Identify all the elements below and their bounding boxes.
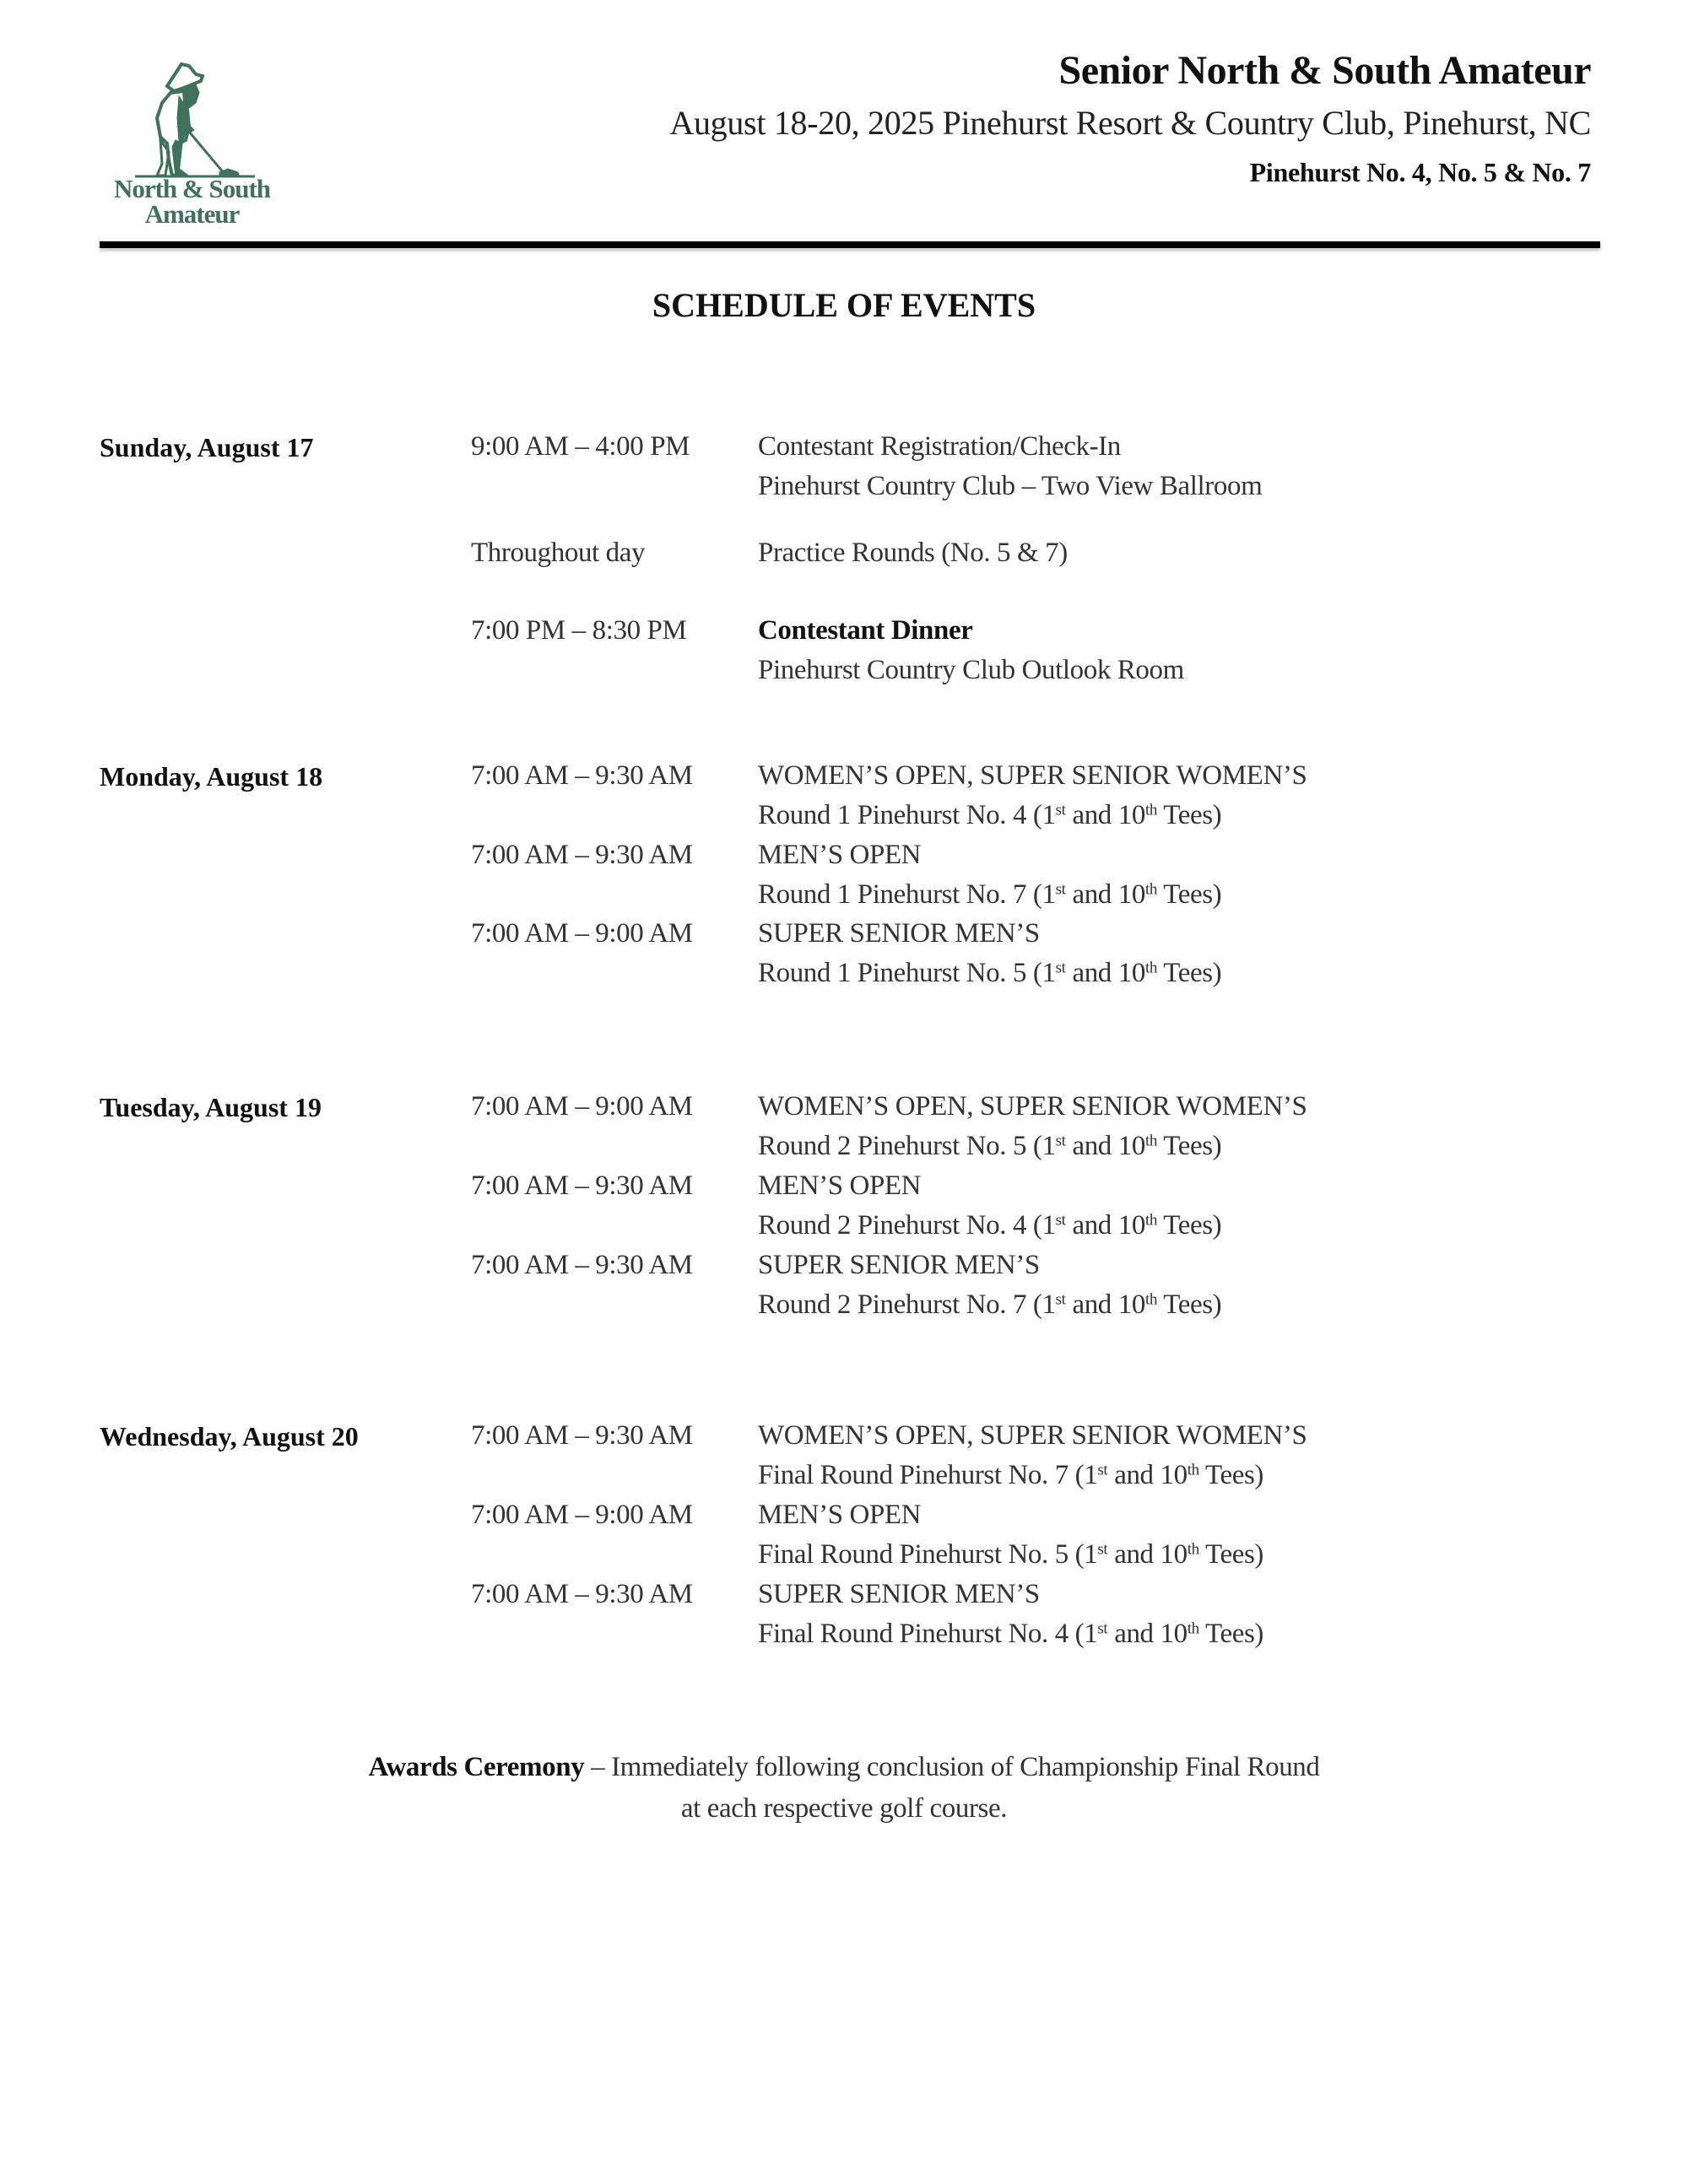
golfer-putting-silhouette-icon — [101, 59, 283, 186]
header-divider — [100, 241, 1600, 248]
event-title: Contestant Dinner — [758, 615, 973, 646]
awards-ceremony-note-line2: at each respective golf course. — [680, 1793, 1008, 1824]
day-label: Monday, August 18 — [100, 761, 323, 792]
event-title: Contestant Registration/Check-In — [758, 431, 1121, 462]
event-division: WOMEN’S OPEN, SUPER SENIOR WOMEN’S — [758, 1091, 1307, 1122]
event-dates-venue: August 18-20, 2025 Pinehurst Resort & Country Club, Pinehurst, NC — [669, 104, 1591, 142]
event-time: 7:00 AM – 9:00 AM — [471, 918, 693, 949]
event-division: SUPER SENIOR MEN’S — [758, 1250, 1040, 1280]
event-time: 7:00 AM – 9:30 AM — [471, 840, 693, 870]
event-division: WOMEN’S OPEN, SUPER SENIOR WOMEN’S — [758, 1420, 1307, 1451]
event-division: SUPER SENIOR MEN’S — [758, 918, 1040, 949]
day-label: Wednesday, August 20 — [100, 1421, 359, 1451]
event-location: Pinehurst Country Club – Two View Ballroom — [758, 471, 1263, 501]
day-label: Sunday, August 17 — [100, 432, 314, 462]
logo-text-line1: North & South — [113, 174, 271, 203]
event-time: 7:00 AM – 9:30 AM — [471, 1579, 693, 1609]
event-round-course: Round 2 Pinehurst No. 4 (1st and 10th Tees) — [758, 1210, 1222, 1241]
awards-text: – Immediately following conclusion of Championship Final Round — [584, 1752, 1320, 1782]
event-division: MEN’S OPEN — [758, 1170, 922, 1201]
event-division: WOMEN’S OPEN, SUPER SENIOR WOMEN’S — [758, 760, 1307, 791]
event-courses: Pinehurst No. 4, No. 5 & No. 7 — [1249, 157, 1591, 187]
awards-ceremony-note — [0, 1752, 1688, 1783]
event-round-course: Round 1 Pinehurst No. 5 (1st and 10th Tees) — [758, 958, 1222, 988]
event-time: 9:00 AM – 4:00 PM — [471, 431, 690, 462]
event-title: Practice Rounds (No. 5 & 7) — [758, 538, 1068, 568]
event-division: SUPER SENIOR MEN’S — [758, 1579, 1040, 1609]
event-title: Senior North & South Amateur — [1058, 48, 1591, 93]
event-round-course: Round 1 Pinehurst No. 7 (1st and 10th Tees) — [758, 879, 1222, 910]
event-time: 7:00 AM – 9:00 AM — [471, 1091, 693, 1122]
event-time: 7:00 AM – 9:30 AM — [471, 760, 693, 791]
event-round-course: Round 1 Pinehurst No. 4 (1st and 10th Tees) — [758, 800, 1222, 830]
event-round-course: Final Round Pinehurst No. 7 (1st and 10th Tees) — [758, 1460, 1264, 1490]
event-division: MEN’S OPEN — [758, 1500, 922, 1530]
event-round-course: Final Round Pinehurst No. 5 (1st and 10th Tees) — [758, 1539, 1264, 1570]
event-location: Pinehurst Country Club Outlook Room — [758, 655, 1184, 685]
logo-text-line2: Amateur — [144, 199, 240, 229]
event-round-course: Round 2 Pinehurst No. 5 (1st and 10th Tees) — [758, 1131, 1222, 1161]
event-time: 7:00 AM – 9:30 AM — [471, 1250, 693, 1280]
event-time: 7:00 AM – 9:00 AM — [471, 1500, 693, 1530]
event-round-course: Round 2 Pinehurst No. 7 (1st and 10th Tees) — [758, 1289, 1222, 1320]
page-title: SCHEDULE OF EVENTS — [652, 286, 1036, 324]
event-round-course: Final Round Pinehurst No. 4 (1st and 10th Tees) — [758, 1619, 1264, 1649]
awards-label: Awards Ceremony — [368, 1752, 585, 1782]
event-time: Throughout day — [471, 538, 646, 568]
event-division: MEN’S OPEN — [758, 840, 922, 870]
day-label: Tuesday, August 19 — [100, 1092, 322, 1122]
event-time: 7:00 AM – 9:30 AM — [471, 1170, 693, 1201]
event-time: 7:00 PM – 8:30 PM — [471, 615, 687, 646]
north-south-amateur-logo — [101, 59, 283, 236]
event-time: 7:00 AM – 9:30 AM — [471, 1420, 693, 1451]
